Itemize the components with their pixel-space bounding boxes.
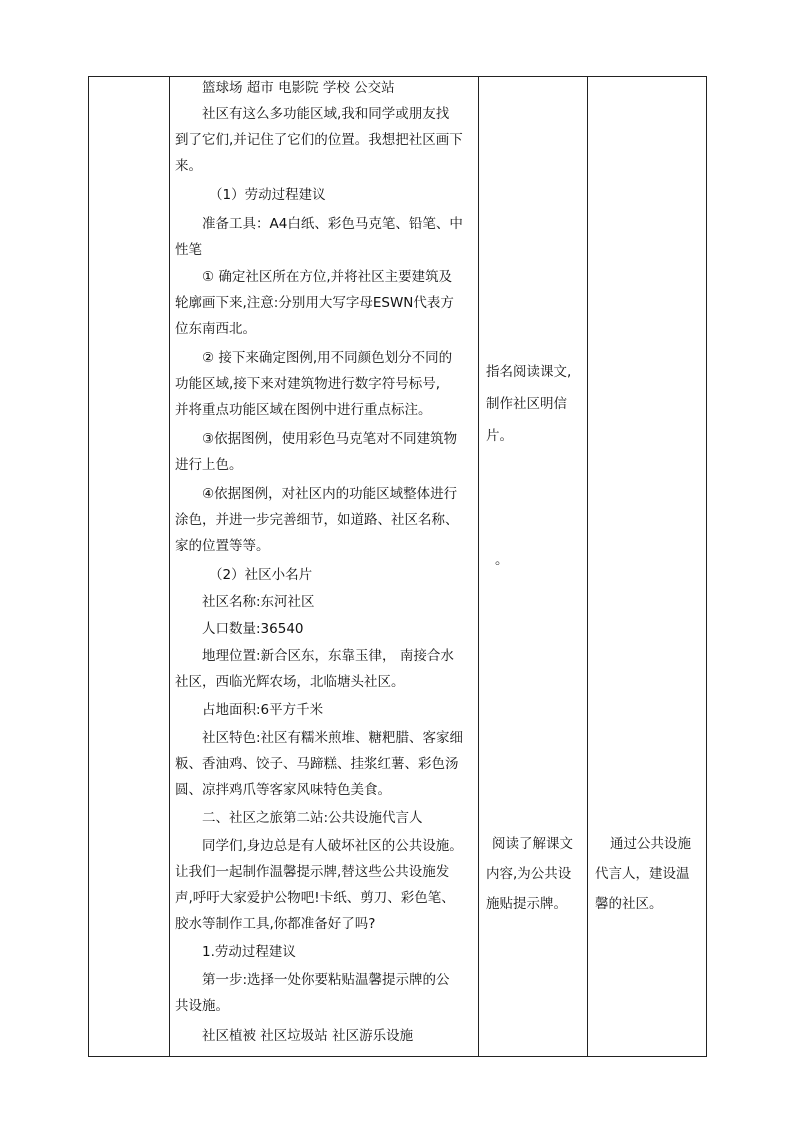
facility-list: 社区植被 社区垃圾站 社区游乐设施: [202, 1028, 414, 1044]
activity-line: 内容,为公共设: [486, 866, 572, 882]
community-population: 人口数量:36540: [202, 621, 304, 637]
activity-line: 。: [495, 552, 509, 568]
content-line: 社区有这么多功能区域,我和同学或朋友找: [202, 106, 450, 122]
section-heading: 二、社区之旅第二站:公共设施代言人: [202, 810, 423, 826]
content-line: 进行上色。: [175, 457, 243, 473]
content-line: 让我们一起制作温馨提示牌,替这些公共设施发: [175, 864, 450, 880]
step-line: ④依据图例，对社区内的功能区域整体进行: [202, 486, 458, 502]
content-line: 并将重点功能区域在图例中进行重点标注。: [175, 402, 432, 418]
teaching-content-cell: [170, 77, 479, 1057]
section-heading: 1.劳动过程建议: [202, 944, 296, 960]
community-location: 地理位置:新合区东，东靠玉律， 南接合水: [202, 648, 454, 664]
content-line: 圆、凉拌鸡爪等客家风味特色美食。: [175, 782, 391, 798]
community-area: 占地面积:6平方千米: [202, 702, 324, 718]
section-heading: （1）劳动过程建议: [209, 187, 326, 203]
section-heading: （2）社区小名片: [209, 567, 313, 583]
content-line: 粄、香油鸡、饺子、马蹄糕、挂浆红薯、彩色汤: [175, 756, 459, 772]
content-line: 准备工具：A4白纸、彩色马克笔、铅笔、中: [202, 216, 463, 232]
step-line: ② 接下来确定图例,用不同颜色划分不同的: [202, 350, 453, 366]
step-line: 第一步:选择一处你要粘贴温馨提示牌的公: [202, 972, 450, 988]
activity-line: 施贴提示牌。: [486, 896, 567, 912]
intent-line: 代言人，建设温: [595, 866, 690, 882]
content-line: 位东南西北。: [175, 321, 256, 337]
facility-list: 篮球场 超市 电影院 学校 公交站: [202, 80, 395, 96]
student-activity-cell: [479, 77, 588, 1057]
content-line: 性笔: [175, 242, 202, 258]
content-line: 来。: [175, 158, 202, 174]
content-line: 声,呼吁大家爱护公物吧!卡纸、剪刀、彩色笔、: [175, 890, 455, 906]
content-line: 同学们,身边总是有人破坏社区的公共设施。: [202, 838, 463, 854]
activity-line: 指名阅读课文,: [486, 364, 572, 380]
content-line: 共设施。: [175, 998, 229, 1014]
content-line: 到了它们,并记住了它们的位置。我想把社区画下: [175, 132, 463, 148]
activity-line: 制作社区明信: [486, 396, 567, 412]
community-features: 社区特色:社区有糯米煎堆、糖粑腊、客家细: [202, 730, 464, 746]
content-line: 家的位置等等。: [175, 538, 270, 554]
content-line: 功能区域,接下来对建筑物进行数字符号标号,: [175, 376, 441, 392]
intent-line: 馨的社区。: [595, 896, 663, 912]
content-line: 社区，西临光辉农场，北临塘头社区。: [175, 674, 405, 690]
activity-line: 阅读了解课文: [492, 836, 573, 852]
table-row: [89, 77, 707, 1057]
content-line: 轮廓画下来,注意:分别用大写字母ESWN代表方: [175, 295, 454, 311]
blank-cell: [89, 77, 170, 1057]
design-intent-cell: [588, 77, 707, 1057]
activity-line: 片。: [486, 428, 513, 444]
step-line: ① 确定社区所在方位,并将社区主要建筑及: [202, 269, 453, 285]
intent-line: 通过公共设施: [610, 836, 691, 852]
content-line: 涂色，并进一步完善细节，如道路、社区名称、: [175, 512, 459, 528]
community-name: 社区名称:东河社区: [202, 594, 315, 610]
lesson-plan-table: [88, 76, 707, 1057]
step-line: ③依据图例，使用彩色马克笔对不同建筑物: [202, 431, 458, 447]
content-line: 胶水等制作工具,你都准备好了吗?: [175, 916, 376, 932]
